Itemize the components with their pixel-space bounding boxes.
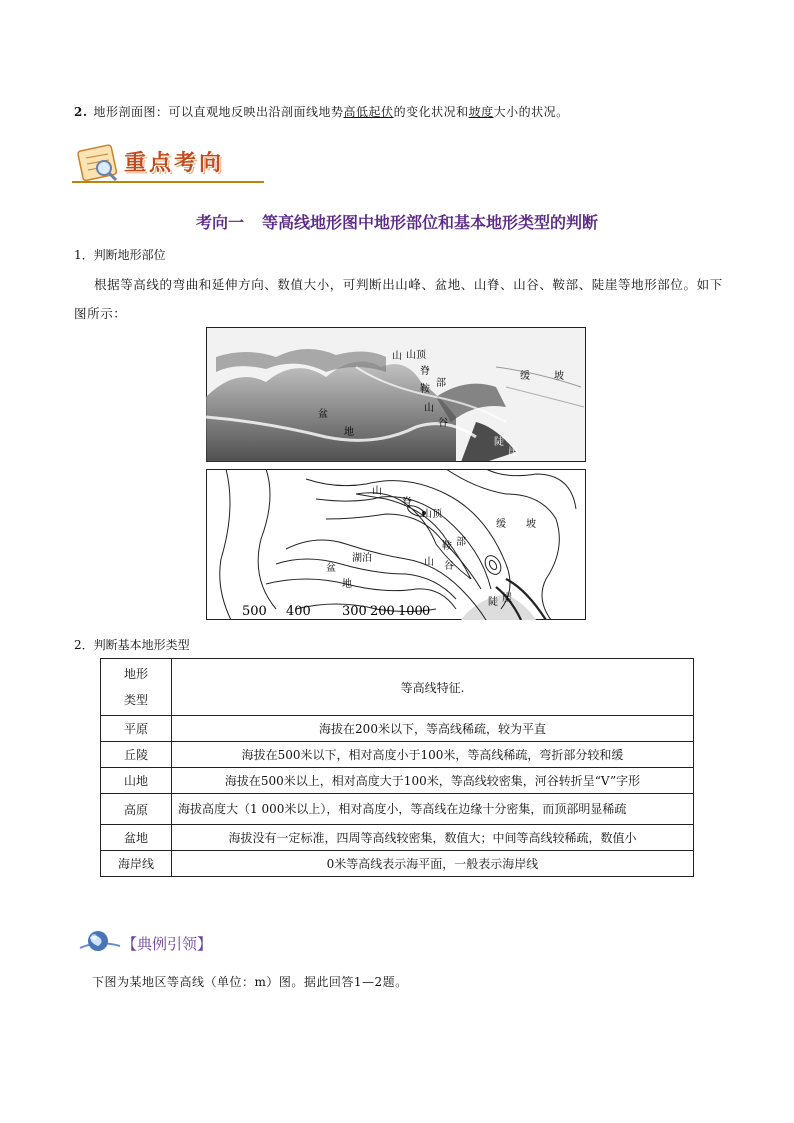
subheading-2: 2．判断基本地形类型 (74, 638, 190, 652)
fig2-label-an: 鞍 (442, 541, 452, 552)
table-row (101, 825, 694, 851)
fig2-label-huan: 缓 (496, 519, 506, 530)
table-cell-feature: 0米等高线表示海平面，一般表示海岸线 (172, 851, 694, 877)
fig1-label-gu: 谷 (438, 418, 448, 429)
contour-value-0: 0 (422, 604, 431, 619)
table-cell-feature: 海拔在500米以下，相对高度小于100米，等高线稀疏，弯折部分较和缓 (172, 742, 694, 768)
fig1-label-pen: 盆 (318, 409, 328, 420)
fig1-label-an: 鞍 (420, 384, 430, 395)
point-2-text: 2. 地形剖面图：可以直观地反映出沿剖面线地势高低起伏的变化状况和坡度大小的状况。 (74, 105, 569, 119)
subheading-1: 1．判断地形部位 (74, 248, 166, 262)
fig2-label-dou: 陡 (488, 597, 498, 608)
table-cell-feature: 海拔高度大（1 000米以上），相对高度小，等高线在边缘十分密集，而顶部明显稀疏 (172, 794, 694, 825)
fig2-label-shan2: 山 (424, 557, 434, 568)
fig2-label-gu: 谷 (444, 561, 454, 572)
table-cell-type: 平原 (101, 716, 172, 742)
globe-icon (78, 928, 122, 954)
table-header-type-2: 类型 (123, 693, 148, 707)
contour-value-400: 400 (286, 604, 311, 619)
terrain-type-table (100, 658, 694, 877)
table-cell-type: 盆地 (101, 825, 172, 851)
table-row (101, 851, 694, 877)
table-cell-type: 海岸线 (101, 851, 172, 877)
fig1-label-bu: 部 (436, 378, 446, 389)
fig1-label-huan: 缓 (520, 371, 530, 382)
fig1-label-ji: 脊 (420, 366, 430, 377)
table-header-feature: 等高线特征. (172, 659, 694, 716)
table-cell-feature: 海拔没有一定标准，四周等高线较密集，数值大；中间等高线较稀疏，数值小 (172, 825, 694, 851)
fig2-label-di: 地 (342, 579, 352, 590)
table-row (101, 742, 694, 768)
table-header-row (101, 659, 694, 716)
fig1-label-shan: 山 (392, 351, 402, 362)
fig2-label-hupo: 湖泊 (352, 553, 372, 564)
fig2-label-shan: 山 (372, 486, 382, 497)
table-row (101, 716, 694, 742)
table-header-type-1: 地形 (123, 667, 148, 681)
contour-value-500: 500 (242, 604, 267, 619)
fig2-label-po: 坡 (526, 519, 536, 530)
banner-divider (72, 181, 264, 183)
fig1-label-ya: 崖 (508, 447, 518, 458)
banner-title: 重点考向 (124, 151, 225, 176)
contour-value-100: 100 (398, 604, 423, 619)
section-title: 考向一 等高线地形图中地形部位和基本地形类型的判断 (195, 213, 599, 232)
table-cell-type: 高原 (101, 794, 172, 825)
fig1-label-di: 地 (344, 427, 354, 438)
fig2-label-bu: 部 (456, 537, 466, 548)
table-cell-type: 山地 (101, 768, 172, 794)
paragraph-1: 根据等高线的弯曲和延伸方向、数值大小，可判断出山峰、盆地、山脊、山谷、鞍部、陡崖等地形部位。如下图所示： (74, 277, 723, 321)
fig2-label-ji: 脊 (402, 497, 412, 508)
table-row (101, 768, 694, 794)
contour-map-figure (206, 469, 586, 620)
question-text: 下图为某地区等高线（单位：m）图。据此回答1—2题。 (92, 975, 408, 989)
fig1-label-shan2: 山 (424, 403, 434, 414)
fig2-label-ya: 崖 (502, 593, 512, 604)
table-row (101, 794, 694, 825)
example-heading: 【典例引领】 (122, 935, 213, 953)
fig1-label-shanding: 山顶 (406, 350, 426, 361)
contour-value-200: 200 (370, 604, 395, 619)
fig2-label-pen: 盆 (326, 563, 336, 574)
table-cell-feature: 海拔在200米以下，等高线稀疏，较为平直 (172, 716, 694, 742)
terrain-relief-figure (206, 327, 586, 462)
fig1-label-po: 坡 (554, 371, 564, 382)
fig1-label-dou: 陡 (494, 437, 504, 448)
table-cell-feature: 海拔在500米以上，相对高度大于100米，等高线较密集，河谷转折呈“V”字形 (172, 768, 694, 794)
fig2-label-shanding: 山顶 (422, 509, 442, 520)
table-cell-type: 丘陵 (101, 742, 172, 768)
contour-value-300: 300 (342, 604, 367, 619)
